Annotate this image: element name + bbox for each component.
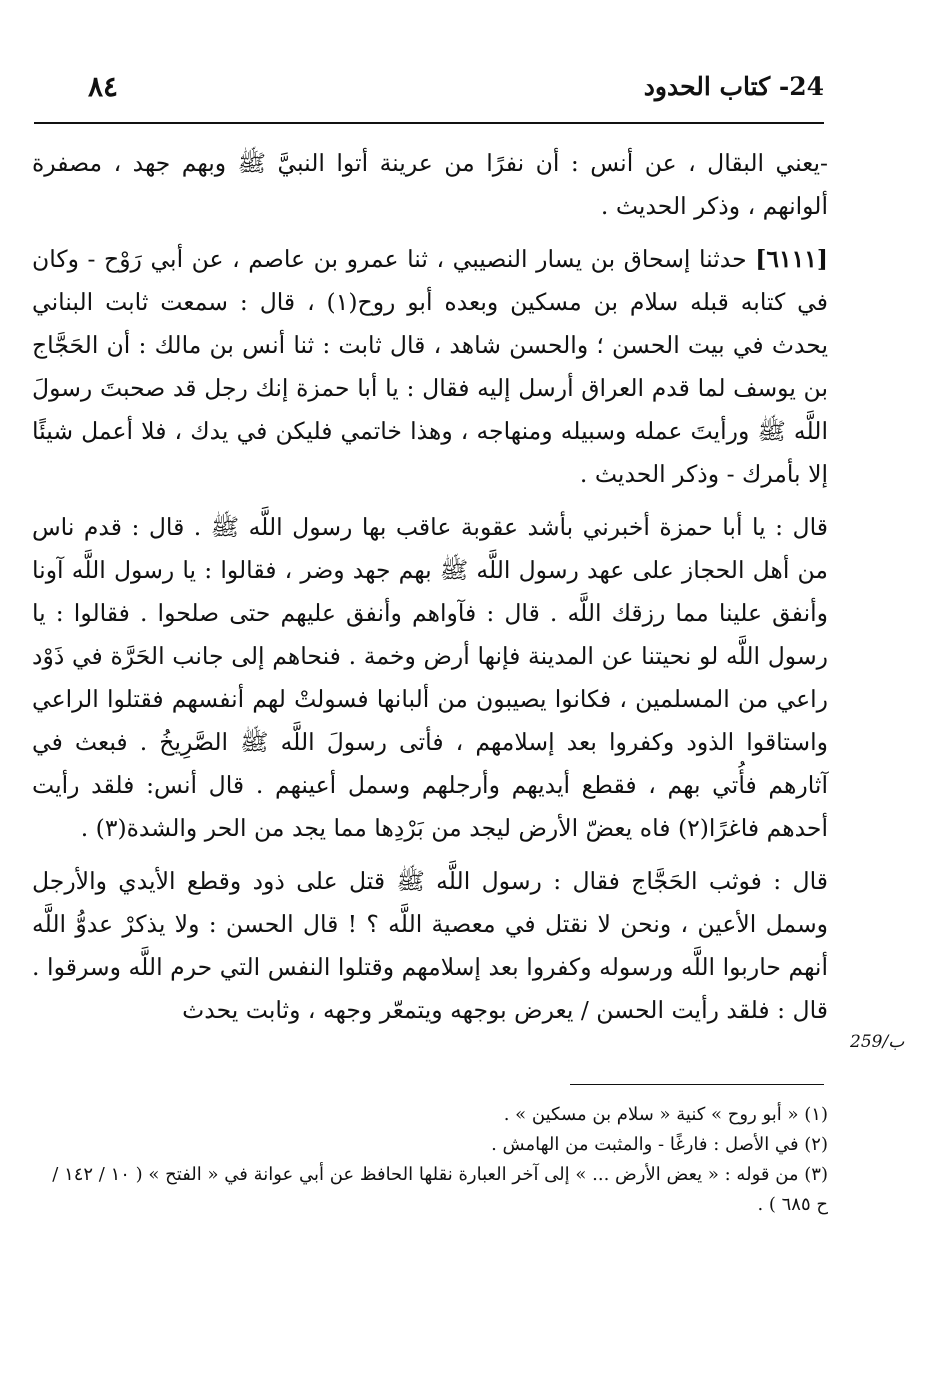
paragraph-3 — [32, 506, 828, 850]
page-header — [34, 70, 824, 120]
hadith-text: حدثنا إسحاق بن يسار النصيبي ، ثنا عمرو بن عاصم ، عن أبي رَوْح - وكان في كتابه قبله سلام بن مسكين وبعده أبو روح(١) ، قال : سمعت ثابت البناني يحدث في بيت الحسن ؛ والحسن شاهد ، قال ثابت : ثنا أنس بن مالك : أن الحَجَّاج بن يوسف لما قدم العراق أرسل إليه فقال : يا أبا حمزة إنك رجل قد صحبتَ رسولَ اللَّه ﷺ ورأيتَ عمله وسبيله ومنهاجه ، وهذا خاتمي فليكن في يدك ، فلا أعمل شيئًا إلا بأمرك - وذكر الحديث . — [32, 245, 829, 488]
paragraph-text — [32, 238, 828, 496]
paragraph-4 — [32, 860, 828, 1032]
footnote-3-continued: ح ٦٨٥ ) . — [757, 1194, 828, 1215]
manuscript-folio-note: 259/ب — [850, 1032, 905, 1052]
paragraph-1 — [32, 142, 828, 228]
footnote-1: (١) « أبو روح » كنية « سلام بن مسكين » . — [503, 1104, 828, 1125]
footnotes — [32, 1100, 828, 1220]
paragraph-text: قال : فوثب الحَجَّاج فقال : رسول اللَّه ﷺ قتل على ذود وقطع الأيدي والأرجل وسمل الأعين ، ونحن لا نقتل في معصية اللَّه ؟ ! قال الحسن : ولا يذكرْ عدوُّ اللَّه أنهم حاربوا اللَّه ورسوله وكفروا بعد إسلامهم وقتلوا النفس التي حرم اللَّه وسرقوا . قال : فلقد رأيت الحسن / يعرض بوجهه ويتمعّر وجهه ، وثابت يحدث — [32, 867, 828, 1024]
footnote-2: (٢) في الأصل : فارغًا - والمثبت من الهامش . — [491, 1134, 828, 1155]
hadith-number: [٦١١١] — [755, 245, 828, 273]
header-divider — [34, 122, 824, 124]
footnote-divider — [570, 1084, 824, 1085]
chapter-title: 24- كتاب الحدود — [643, 72, 824, 101]
paragraph-2 — [32, 238, 828, 496]
page-number: ٨٤ — [88, 70, 119, 103]
paragraph-text: -يعني البقال ، عن أنس : أن نفرًا من عرينة أتوا النبيَّ ﷺ وبهم جهد ، مصفرة ألوانهم ، وذكر الحديث . — [32, 149, 828, 220]
main-text — [32, 142, 828, 1042]
paragraph-text: قال : يا أبا حمزة أخبرني بأشد عقوبة عاقب بها رسول اللَّه ﷺ . قال : قدم ناس من أهل الحجاز على عهد رسول اللَّه ﷺ بهم جهد وضر ، فقالوا : يا رسول اللَّه آونا وأنفق علينا مما رزقك اللَّه . قال : فآواهم وأنفق عليهم حتى صلحوا . فقالوا : يا رسول اللَّه لو نحيتنا عن المدينة فإنها أرض وخمة . فنحاهم إلى جانب الحَرَّة في ذَوْد راعي من المسلمين ، فكانوا يصيبون من ألبانها فسولتْ لهم أنفسهم فقتلوا الراعي واستاقوا الذود وكفروا بعد إسلامهم ، فأتى رسولَ اللَّه ﷺ الصَّرِيخُ . فبعث في آثارهم فأُتي بهم ، فقطع أيديهم وأرجلهم وسمل أعينهم . قال أنس: فلقد رأيت أحدهم فاغرًا(٢) فاه يعضّ الأرض ليجد من بَرْدِها مما يجد من الحر والشدة(٣) . — [32, 513, 828, 842]
footnote-3: (٣) من قوله : « يعض الأرض ... » إلى آخر العبارة نقلها الحافظ عن أبي عوانة في « الفتح » ( ١٠ / ١٤٢ / — [52, 1164, 828, 1185]
